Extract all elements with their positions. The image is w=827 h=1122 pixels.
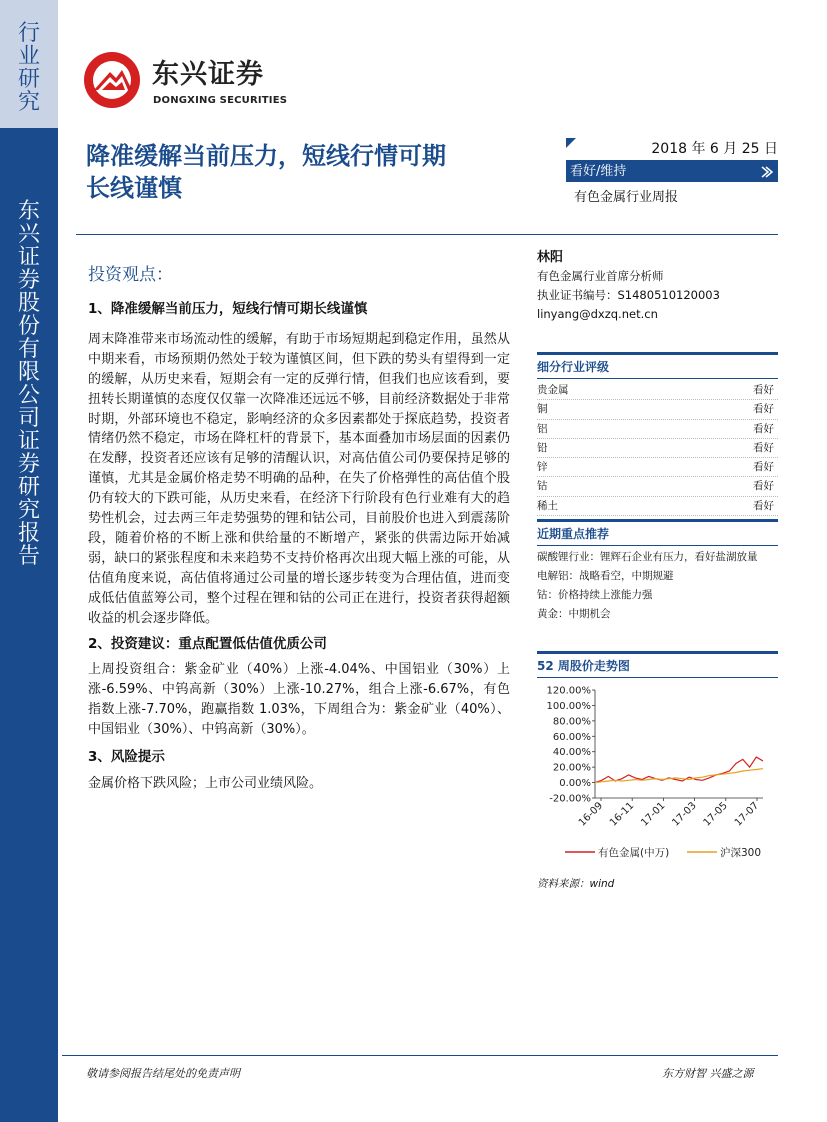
sector-rating: 看好: [753, 480, 774, 493]
sidebar-body-char: 报: [17, 521, 40, 546]
sidebar-body-char: 券: [17, 452, 40, 477]
sidebar-body-char: 有: [17, 337, 40, 362]
sector-rating: 看好: [753, 461, 774, 474]
sidebar-body-char: 券: [17, 268, 40, 293]
paragraph-2: 上周投资组合：紫金矿业（40%）上涨-4.04%、中国铝业（30%）上涨-6.59%、中钨高新（30%）上涨-10.27%，组合上涨-6.67%，有色指数上涨-7.70%，跑赢指数 1.03%，下周组合为：紫金矿业（40%）、中国铝业（30%）、中钨高新（30%）。: [88, 662, 510, 738]
heading-1: 1、降准缓解当前压力，短线行情可期长线谨慎: [88, 301, 368, 317]
x-tick-label: 16-09: [576, 800, 606, 829]
legend-label-1: 沪深300: [720, 847, 762, 859]
sidebar-body-char: 东: [17, 199, 40, 224]
section-title: 投资观点：: [88, 265, 173, 285]
sidebar-body-char: 证: [17, 429, 40, 454]
chevron-right-icon: [760, 165, 774, 179]
sidebar-body-char: 公: [17, 383, 40, 408]
sector-name: 铝: [537, 422, 548, 435]
paragraph-1: 周末降准带来市场流动性的缓解，有助于市场短期起到稳定作用，虽然从中期来看，市场预期仍然处于较为谨慎区间，但下跌的势头有望得到一定的缓解，从历史来看，短期会有一定的反弹行情，但我们也应该看到，要扭转长期谨慎的态度仅仅靠一次降准还远远不够，目前经济数据处于非常时期，外部环境也不稳定，影响经济的众多因素都处于探底趋势，投资者情绪仍然不稳定，市场在降杠杆的背景下，基本面叠加市场层面的因素仍在发酵，投资者还应该有足够的清醒认识，对高估值公司仍要保持足够的谨慎，尤其是金属价格走势不明确的品种，在失了价格弹性的高估值个股仍有较大的下跌可能，从历史来看，在经济下行阶段有色行业难有大的趋势性机会，过去两三年走势强势的锂和钴公司，目前股价也进入到震荡阶段，随着价格的不断上涨和供给量的不断增产，紧张的供需边际开始减弱，缺口的紧张程度和未来趋势不支持价格再次出现大幅上涨的可能，从估值角度来说，高估值将通过公司量的增长逐步转变为合理估值，进而变成低估值蓝筹公司，整个过程在锂和钴的公司正在进行，投资者获得超额收益的机会逐步降低。: [88, 331, 510, 626]
y-tick-label: 120.00%: [546, 685, 591, 697]
heading-2: 2、投资建议：重点配置低估值优质公司: [88, 635, 327, 652]
y-tick-label: 20.00%: [552, 762, 591, 774]
sector-name: 铅: [537, 441, 548, 454]
sector-name: 铜: [537, 403, 548, 416]
sidebar-top-char: 行: [17, 21, 40, 46]
sector-row: [537, 420, 778, 439]
sector-name: 贵金属: [537, 384, 569, 396]
x-tick-label: 17-01: [639, 800, 668, 829]
sector-row: [537, 381, 778, 400]
price-trend-chart: [537, 680, 778, 870]
y-tick-label: 80.00%: [552, 716, 591, 728]
analyst-block: [537, 248, 778, 324]
footer-divider: [62, 1055, 778, 1056]
brand-name-cn: 东兴证券: [152, 59, 264, 90]
x-tick-label: 17-05: [701, 800, 730, 829]
sidebar-body-char: 司: [17, 406, 40, 431]
sector-rating: 看好: [753, 384, 774, 396]
sector-row: [537, 477, 778, 496]
sector-rating: 看好: [753, 499, 774, 512]
sector-row: [537, 497, 778, 516]
picks-heading: 近期重点推荐: [537, 525, 778, 546]
sidebar-top-char: 业: [17, 44, 40, 69]
sidebar-body-char: 份: [17, 314, 40, 339]
y-tick-label: 100.00%: [546, 700, 591, 712]
sector-rating: 看好: [753, 403, 774, 416]
analyst-email[interactable]: linyang@dxzq.net.cn: [537, 307, 658, 321]
pick-item: 黄金：中期机会: [537, 608, 611, 620]
brand-name-en: DONGXING SECURITIES: [153, 95, 288, 106]
x-tick-label: 16-11: [607, 800, 637, 829]
sidebar-top-char: 研: [17, 67, 40, 92]
report-date: 2018 年 6 月 25 日: [566, 138, 778, 162]
sector-rating-table: [537, 381, 778, 516]
pick-item: 碳酸锂行业：锂辉石企业有压力，看好盐湖放量: [537, 551, 758, 563]
header-divider: [76, 234, 778, 235]
sector-rating: 看好: [753, 422, 774, 435]
report-title-line2: 长线谨慎: [86, 174, 182, 202]
sidebar-body-char: 告: [17, 544, 40, 569]
sidebar-top-label: [0, 22, 58, 114]
sector-row: [537, 439, 778, 458]
sidebar-body-char: 股: [17, 291, 40, 316]
report-title-line1: 降准缓解当前压力，短线行情可期: [86, 142, 446, 170]
y-tick-label: 60.00%: [552, 731, 591, 743]
sector-name: 锌: [537, 461, 548, 474]
chart-heading: 52 周股价走势图: [537, 657, 778, 678]
sidebar: [0, 0, 58, 1122]
x-tick-label: 17-03: [670, 800, 699, 829]
heading-3: 3、风险提示: [88, 749, 165, 766]
y-tick-label: -20.00%: [549, 793, 591, 805]
sector-row: [537, 400, 778, 419]
sidebar-top-char: 究: [17, 90, 40, 115]
sector-name: 钴: [537, 480, 548, 493]
analyst-name: 林阳: [537, 250, 564, 265]
picks-list: [537, 548, 778, 624]
data-source: 资料来源：wind: [537, 878, 615, 890]
pick-item: 钴：价格持续上涨能力强: [537, 589, 653, 601]
footer-slogan: 东方财智 兴盛之源: [662, 1067, 754, 1080]
sidebar-body-char: 限: [17, 360, 40, 385]
pick-item: 电解铝：战略看空，中期规避: [537, 570, 674, 582]
analyst-title: 有色金属行业首席分析师: [537, 269, 664, 283]
x-tick-label: 17-07: [732, 800, 762, 829]
report-title: [86, 140, 526, 204]
sector-rating: 看好: [753, 441, 774, 454]
sidebar-body-char: 究: [17, 498, 40, 523]
analyst-cert: 执业证书编号：S1480510120003: [537, 288, 720, 302]
footer-disclaimer: 敬请参阅报告结尾处的免责声明: [86, 1067, 240, 1080]
rating-label: 看好/维持: [570, 164, 627, 179]
sidebar-body-char: 证: [17, 245, 40, 270]
sector-row: [537, 458, 778, 477]
sidebar-body-char: 研: [17, 475, 40, 500]
report-type: 有色金属行业周报: [574, 190, 679, 205]
sector-rating-heading: 细分行业评级: [537, 358, 778, 379]
main-content: [88, 300, 510, 794]
rating-bar: [566, 162, 778, 182]
sector-name: 稀土: [537, 499, 558, 512]
sidebar-body-char: 兴: [17, 222, 40, 247]
legend-label-0: 有色金属(中万): [598, 847, 670, 859]
y-tick-label: 40.00%: [552, 747, 591, 759]
paragraph-3: 金属价格下跌风险；上市公司业绩风险。: [88, 775, 323, 791]
y-tick-label: 0.00%: [559, 778, 591, 790]
sidebar-body-label: [0, 200, 58, 568]
company-logo-icon: [82, 50, 142, 110]
